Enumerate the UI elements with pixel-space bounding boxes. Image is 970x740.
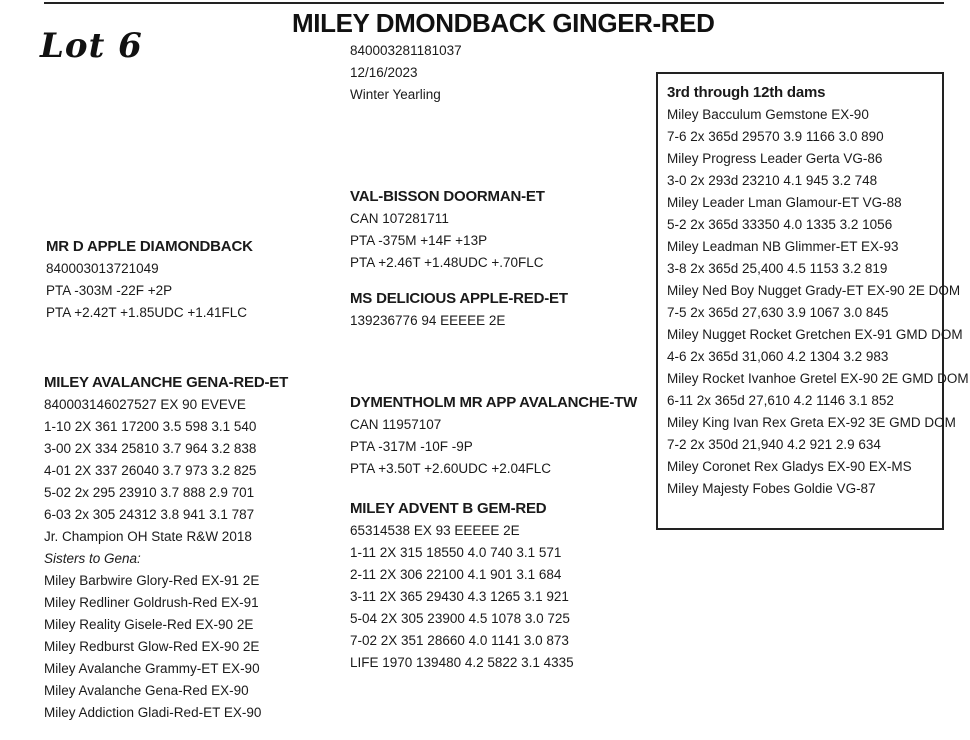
dam-dam-line: 5-04 2X 305 23900 4.5 1078 3.0 725	[350, 611, 570, 626]
dam-block	[44, 372, 288, 724]
dam-line: 4-01 2X 337 26040 3.7 973 3.2 825	[44, 463, 257, 478]
birth-date: 12/16/2023	[350, 65, 418, 80]
dams-box-heading: 3rd through 12th dams	[667, 84, 826, 101]
animal-info	[350, 40, 462, 106]
dams-box-line: Miley Bacculum Gemstone EX-90	[667, 107, 869, 122]
sire-line: 840003013721049	[46, 261, 159, 276]
dams-box-line: Miley Ned Boy Nugget Grady-ET EX-90 2E DOM	[667, 283, 961, 298]
dams-box	[656, 72, 969, 530]
sisters-label: Sisters to Gena:	[44, 551, 141, 566]
dams-box-line: 4-6 2x 365d 31,060 4.2 1304 3.2 983	[667, 349, 889, 364]
dams-box-line: 5-2 2x 365d 33350 4.0 1335 3.2 1056	[667, 217, 893, 232]
sire-dam-name: MS DELICIOUS APPLE-RED-ET	[350, 290, 568, 307]
dam-line: 840003146027527 EX 90 EVEVE	[44, 397, 246, 412]
sire-name: MR D APPLE DIAMONDBACK	[46, 238, 253, 255]
dam-dam-line: 65314538 EX 93 EEEEE 2E	[350, 523, 520, 538]
sire-sire-line: CAN 107281711	[350, 211, 449, 226]
animal-title: MILEY DMONDBACK GINGER-RED	[292, 8, 715, 38]
dam-dam-name: MILEY ADVENT B GEM-RED	[350, 500, 547, 517]
sire-dam-line: 139236776 94 EEEEE 2E	[350, 313, 506, 328]
sister-item: Miley Redliner Goldrush-Red EX-91	[44, 595, 259, 610]
dams-box-line: 6-11 2x 365d 27,610 4.2 1146 3.1 852	[667, 393, 894, 408]
sister-item: Miley Reality Gisele-Red EX-90 2E	[44, 617, 254, 632]
sire-sire-line: PTA +2.46T +1.48UDC +.70FLC	[350, 255, 544, 270]
dams-box-line: 3-0 2x 293d 23210 4.1 945 3.2 748	[667, 173, 878, 188]
dam-dam-line: 3-11 2X 365 29430 4.3 1265 3.1 921	[350, 589, 569, 604]
dam-sire-line: CAN 11957107	[350, 417, 442, 432]
dam-sire-block	[350, 392, 637, 480]
sire-sire-name: VAL-BISSON DOORMAN-ET	[350, 188, 545, 205]
dams-box-line: Miley Leadman NB Glimmer-ET EX-93	[667, 239, 899, 254]
sire-line: PTA -303M -22F +2P	[46, 283, 173, 298]
dam-line: 3-00 2X 334 25810 3.7 964 3.2 838	[44, 441, 257, 456]
dam-line: 5-02 2x 295 23910 3.7 888 2.9 701	[44, 485, 255, 500]
sister-item: Miley Redburst Glow-Red EX-90 2E	[44, 639, 260, 654]
dam-name: MILEY AVALANCHE GENA-RED-ET	[44, 374, 289, 391]
dams-box-line: Miley Nugget Rocket Gretchen EX-91 GMD DOM	[667, 327, 963, 342]
dams-box-line: Miley Rocket Ivanhoe Gretel EX-90 2E GMD DOM	[667, 371, 969, 386]
dam-line: 1-10 2X 361 17200 3.5 598 3.1 540	[44, 419, 257, 434]
dam-dam-block	[350, 498, 574, 674]
sire-block	[46, 236, 253, 324]
sire-sire-block	[350, 186, 545, 274]
dam-dam-line: 1-11 2X 315 18550 4.0 740 3.1 571	[350, 545, 562, 560]
dams-box-line: 7-6 2x 365d 29570 3.9 1166 3.0 890	[667, 129, 884, 144]
dams-box-line: Miley King Ivan Rex Greta EX-92 3E GMD DOM	[667, 415, 956, 430]
dams-box-line: 3-8 2x 365d 25,400 4.5 1153 3.2 819	[667, 261, 888, 276]
dam-sire-name: DYMENTHOLM MR APP AVALANCHE-TW	[350, 394, 638, 411]
sister-item: Miley Addiction Gladi-Red-ET EX-90	[44, 705, 262, 720]
dam-dam-line: LIFE 1970 139480 4.2 5822 3.1 4335	[350, 655, 574, 670]
dams-box-line: Miley Majesty Fobes Goldie VG-87	[667, 481, 876, 496]
dam-line: Jr. Champion OH State R&W 2018	[44, 529, 252, 544]
dams-box-line: 7-5 2x 365d 27,630 3.9 1067 3.0 845	[667, 305, 889, 320]
dam-line: 6-03 2x 305 24312 3.8 941 3.1 787	[44, 507, 255, 522]
sire-sire-line: PTA -375M +14F +13P	[350, 233, 488, 248]
lot-label: Lot 6	[40, 26, 143, 66]
dam-sire-line: PTA -317M -10F -9P	[350, 439, 473, 454]
dams-box-line: Miley Leader Lman Glamour-ET VG-88	[667, 195, 902, 210]
dam-dam-line: 2-11 2X 306 22100 4.1 901 3.1 684	[350, 567, 562, 582]
animal-id: 840003281181037	[350, 43, 462, 58]
dam-sire-line: PTA +3.50T +2.60UDC +2.04FLC	[350, 461, 551, 476]
sister-item: Miley Avalanche Gena-Red EX-90	[44, 683, 249, 698]
sire-line: PTA +2.42T +1.85UDC +1.41FLC	[46, 305, 247, 320]
dams-box-line: Miley Coronet Rex Gladys EX-90 EX-MS	[667, 459, 912, 474]
dams-box-line: Miley Progress Leader Gerta VG-86	[667, 151, 883, 166]
sister-item: Miley Avalanche Grammy-ET EX-90	[44, 661, 260, 676]
top-rule	[44, 2, 944, 4]
sister-item: Miley Barbwire Glory-Red EX-91 2E	[44, 573, 260, 588]
age-class: Winter Yearling	[350, 87, 441, 102]
sire-dam-block	[350, 288, 568, 332]
dams-box-line: 7-2 2x 350d 21,940 4.2 921 2.9 634	[667, 437, 881, 452]
dam-dam-line: 7-02 2X 351 28660 4.0 1141 3.0 873	[350, 633, 569, 648]
